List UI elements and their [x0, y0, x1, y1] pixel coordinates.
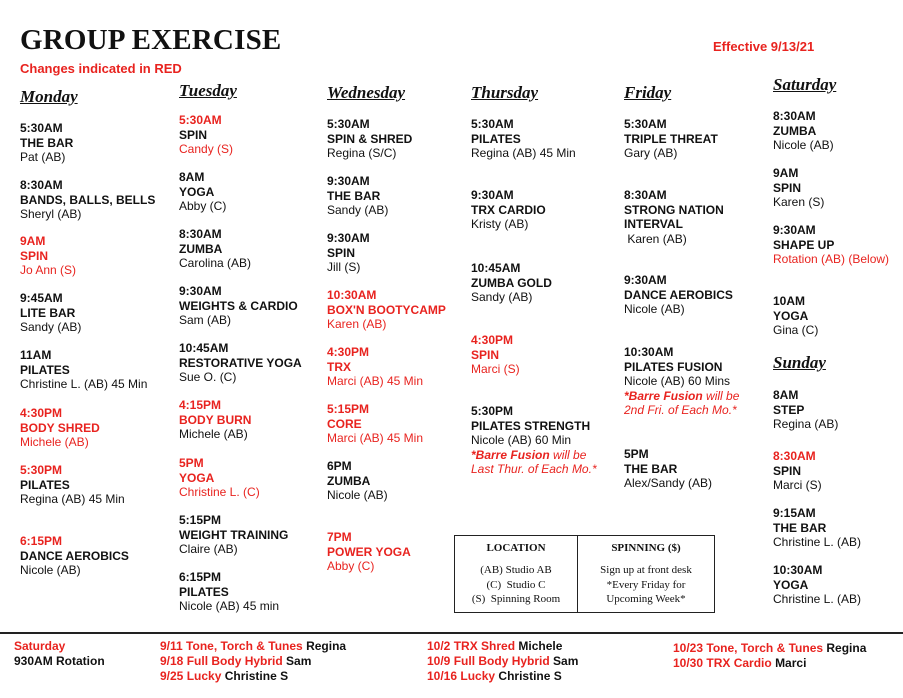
class-time: 8:30AM [179, 227, 222, 241]
class-name: YOGA [179, 470, 215, 485]
class-name: DANCE AEROBICS [20, 548, 129, 563]
barre-fusion-note: *Barre Fusion will be [471, 447, 587, 462]
class-entry [20, 178, 155, 222]
class-instructor: Claire (AB) [179, 542, 238, 556]
class-name: BANDS, BALLS, BELLS [20, 192, 156, 207]
class-name: BODY SHRED [20, 420, 100, 435]
class-time: 6:15PM [179, 570, 222, 584]
class-instructor: Marci (AB) 45 Min [327, 374, 424, 388]
class-instructor: Rotation (AB) (Below) [773, 252, 890, 266]
class-time: 5:30AM [327, 117, 370, 131]
rotation-column [427, 639, 578, 684]
class-name: PILATES [471, 131, 521, 146]
class-entry-changed [327, 345, 423, 389]
class-name: TRX CARDIO [471, 202, 546, 217]
class-name: TRX [327, 359, 351, 374]
class-instructor: Nicole (AB) 60 Mins [624, 374, 731, 388]
class-time: 4:15PM [179, 398, 222, 412]
class-name: PILATES FUSION [624, 359, 723, 374]
class-entry [773, 294, 818, 338]
class-name: PILATES STRENGTH [471, 418, 591, 433]
saturday-rotation-label: Saturday 930AM Rotation [14, 639, 105, 668]
class-time: 5:30AM [624, 117, 667, 131]
class-time: 8AM [179, 170, 205, 184]
class-entry [20, 291, 81, 335]
class-time: 5:30PM [471, 404, 514, 418]
class-name: YOGA [179, 184, 215, 199]
barre-fusion-note-line2: 2nd Fri. of Each Mo.* [624, 403, 737, 417]
class-instructor: Sue O. (C) [179, 370, 237, 384]
class-time: 8:30AM [773, 109, 816, 123]
spinning-heading: SPINNING ($) [611, 542, 681, 554]
class-name: THE BAR [773, 520, 827, 535]
class-entry [773, 506, 861, 550]
class-time: 5:30PM [20, 463, 63, 477]
location-heading: LOCATION [486, 542, 546, 554]
class-entry [179, 513, 288, 557]
class-instructor: Jill (S) [327, 260, 361, 274]
class-entry-changed [20, 406, 100, 450]
class-time: 10:45AM [471, 261, 521, 275]
class-name: PILATES [20, 477, 70, 492]
class-instructor: Gary (AB) [624, 146, 678, 160]
class-time: 8:30AM [624, 188, 667, 202]
spinning-line: *Every Friday for [606, 578, 686, 591]
effective-date: Effective 9/13/21 [713, 39, 815, 54]
class-entry-changed [327, 402, 423, 446]
class-time: 11AM [20, 348, 52, 362]
class-instructor: Marci (S) [471, 362, 520, 376]
class-entry [20, 348, 147, 392]
class-instructor: Marci (S) [773, 478, 822, 492]
barre-fusion-note-line2: Last Thur. of Each Mo.* [471, 462, 597, 476]
class-entry [624, 345, 739, 418]
class-instructor: Regina (S/C) [327, 146, 397, 160]
class-name: SPIN [20, 248, 49, 263]
class-name: YOGA [773, 577, 809, 592]
class-instructor: Nicole (AB) [773, 138, 834, 152]
class-name: PILATES [179, 584, 229, 599]
day-heading-monday: Monday [20, 87, 78, 106]
class-name: TRIPLE THREAT [624, 131, 718, 146]
class-entry [624, 447, 712, 491]
class-time: 5:30AM [20, 121, 63, 135]
class-time: 5:30AM [471, 117, 514, 131]
class-name: ZUMBA GOLD [471, 275, 552, 290]
class-instructor: Pat (AB) [20, 150, 66, 164]
rotation-column [673, 641, 866, 671]
spinning-info-box [577, 535, 715, 613]
class-time: 7PM [327, 530, 352, 544]
class-name: THE BAR [624, 461, 678, 476]
day-heading-saturday: Saturday [773, 75, 837, 94]
class-instructor: Candy (S) [179, 142, 234, 156]
class-name: THE BAR [20, 135, 74, 150]
class-entry [773, 223, 889, 267]
class-time: 10:30AM [773, 563, 823, 577]
class-time: 9:30AM [471, 188, 514, 202]
class-name: WEIGHT TRAINING [179, 527, 289, 542]
class-entry [179, 113, 233, 157]
class-name: WEIGHTS & CARDIO [179, 298, 298, 313]
class-entry-changed [179, 456, 260, 500]
day-heading-tuesday: Tuesday [179, 81, 237, 100]
class-name: SPIN [327, 245, 356, 260]
class-instructor: Sandy (AB) [20, 320, 82, 334]
class-entry [20, 121, 73, 165]
day-heading-wednesday: Wednesday [327, 83, 406, 102]
class-entry [179, 341, 302, 385]
class-name: STRONG NATION [624, 202, 724, 217]
class-time: 9:30AM [624, 273, 667, 287]
footer-divider [0, 632, 903, 634]
class-instructor: Gina (C) [773, 323, 819, 337]
class-time: 10:30AM [327, 288, 377, 302]
class-instructor: Regina (AB) [773, 417, 839, 431]
class-entry [471, 404, 597, 477]
class-instructor: Sam (AB) [179, 313, 232, 327]
class-instructor: Sandy (AB) [327, 203, 389, 217]
spinning-line: Upcoming Week* [606, 593, 686, 605]
class-name: BODY BURN [179, 412, 252, 427]
class-instructor: Carolina (AB) [179, 256, 252, 270]
class-instructor: Regina (AB) 45 Min [471, 146, 576, 160]
rotation-column [160, 639, 346, 684]
class-time: 4:30PM [327, 345, 370, 359]
class-instructor: Alex/Sandy (AB) [624, 476, 713, 490]
class-time: 8:30AM [20, 178, 63, 192]
class-instructor: Christine L. (C) [179, 485, 260, 499]
rotation-entry: 10/9 Full Body Hybrid Sam [427, 654, 579, 668]
class-entry [327, 459, 388, 503]
class-instructor: Michele (AB) [20, 435, 89, 449]
class-entry [327, 117, 412, 161]
class-name: STEP [773, 402, 805, 417]
class-name: ZUMBA [179, 241, 223, 256]
class-name: CORE [327, 416, 362, 431]
class-entry [179, 284, 298, 328]
class-instructor: Kristy (AB) [471, 217, 529, 231]
class-instructor: Sandy (AB) [471, 290, 533, 304]
class-entry [20, 463, 125, 507]
class-time: 5PM [179, 456, 204, 470]
rotation-entry: 10/30 TRX Cardio Marci [673, 656, 807, 670]
class-entry [624, 117, 718, 161]
class-time: 10:30AM [624, 345, 674, 359]
class-time: 9:15AM [773, 506, 816, 520]
class-name: POWER YOGA [327, 544, 411, 559]
class-entry-changed [327, 530, 411, 574]
class-time: 5PM [624, 447, 649, 461]
rotation-entry: 9/11 Tone, Torch & Tunes Regina [160, 639, 347, 653]
class-name: LITE BAR [20, 305, 76, 320]
class-entry [327, 231, 370, 275]
class-name: ZUMBA [327, 473, 371, 488]
class-name: SPIN & SHRED [327, 131, 413, 146]
class-entry [773, 166, 824, 210]
class-entry [471, 117, 576, 161]
class-time: 4:30PM [471, 333, 514, 347]
class-entry-changed [471, 333, 520, 377]
class-entry [179, 570, 279, 614]
class-entry [624, 273, 733, 317]
class-instructor: Nicole (AB) 60 Min [471, 433, 572, 447]
class-time: 6PM [327, 459, 352, 473]
class-entry-changed [179, 398, 251, 442]
class-instructor: Christine L. (AB) 45 Min [20, 377, 148, 391]
rotation-entry: 9/18 Full Body Hybrid Sam [160, 654, 312, 668]
class-name: YOGA [773, 308, 809, 323]
class-entry [179, 227, 251, 271]
class-time: 9:45AM [20, 291, 63, 305]
class-instructor: Michele (AB) [179, 427, 248, 441]
page-title: GROUP EXERCISE [20, 24, 282, 56]
class-instructor: Nicole (AB) 45 min [179, 599, 280, 613]
class-time: 9:30AM [327, 231, 370, 245]
class-entry [179, 170, 226, 214]
class-instructor: Regina (AB) 45 Min [20, 492, 125, 506]
class-name: SHAPE UP [773, 237, 835, 252]
class-entry [471, 261, 552, 305]
spinning-line: Sign up at front desk [600, 564, 692, 576]
class-instructor: Karen (AB) [624, 231, 687, 246]
day-heading-friday: Friday [624, 83, 672, 102]
rotation-entry: 10/16 Lucky Christine S [427, 669, 562, 683]
rotation-entry: 10/23 Tone, Torch & Tunes Regina [673, 641, 867, 655]
class-entry [773, 449, 822, 493]
class-time: 5:15PM [179, 513, 222, 527]
class-name: ZUMBA [773, 123, 817, 138]
location-legend-box [454, 535, 578, 613]
class-time: 9:30AM [773, 223, 816, 237]
class-instructor: Christine L. (AB) [773, 592, 862, 606]
class-entry [624, 188, 724, 246]
class-instructor: Sheryl (AB) [20, 207, 82, 221]
class-time: 5:30AM [179, 113, 222, 127]
class-name: RESTORATIVE YOGA [179, 355, 302, 370]
class-time: 9AM [20, 234, 46, 248]
barre-fusion-note: *Barre Fusion will be [624, 388, 740, 403]
class-instructor: Abby (C) [179, 199, 227, 213]
class-entry [773, 563, 861, 607]
changes-note: Changes indicated in RED [20, 61, 182, 76]
class-name-line2: INTERVAL [624, 217, 683, 231]
class-instructor: Abby (C) [327, 559, 375, 573]
class-name: SPIN [179, 127, 208, 142]
class-time: 10AM [773, 294, 806, 308]
class-name: PILATES [20, 362, 70, 377]
class-instructor: Christine L. (AB) [773, 535, 862, 549]
class-name: SPIN [471, 347, 500, 362]
class-instructor: Nicole (AB) [20, 563, 81, 577]
class-instructor: Nicole (AB) [327, 488, 388, 502]
class-entry [327, 174, 388, 218]
class-time: 8:30AM [773, 449, 816, 463]
class-instructor: Nicole (AB) [624, 302, 685, 316]
class-entry-changed [20, 234, 76, 278]
class-name: DANCE AEROBICS [624, 287, 733, 302]
location-line: (S) Spinning Room [471, 593, 561, 605]
location-line: (C) Studio C [486, 578, 546, 591]
class-entry [773, 109, 834, 153]
class-time: 10:45AM [179, 341, 229, 355]
class-instructor: Marci (AB) 45 Min [327, 431, 424, 445]
class-entry [20, 534, 129, 578]
class-entry [773, 388, 838, 432]
day-heading-thursday: Thursday [471, 83, 539, 102]
class-time: 9:30AM [179, 284, 222, 298]
class-name: SPIN [773, 180, 802, 195]
class-instructor: Karen (AB) [327, 317, 387, 331]
class-time: 6:15PM [20, 534, 63, 548]
location-line: (AB) Studio AB [480, 564, 552, 576]
class-entry [471, 188, 546, 232]
class-instructor: Karen (S) [773, 195, 825, 209]
day-heading-sunday: Sunday [773, 353, 826, 372]
class-time: 5:15PM [327, 402, 370, 416]
rotation-entry: 9/25 Lucky Christine S [160, 669, 289, 683]
class-name: BOX'N BOOTYCAMP [327, 302, 446, 317]
class-time: 9:30AM [327, 174, 370, 188]
rotation-entry: 10/2 TRX Shred Michele [427, 639, 563, 653]
class-name: SPIN [773, 463, 802, 478]
class-time: 8AM [773, 388, 799, 402]
class-entry-changed [327, 288, 446, 332]
class-time: 9AM [773, 166, 799, 180]
class-instructor: Jo Ann (S) [20, 263, 77, 277]
class-name: THE BAR [327, 188, 381, 203]
class-time: 4:30PM [20, 406, 63, 420]
